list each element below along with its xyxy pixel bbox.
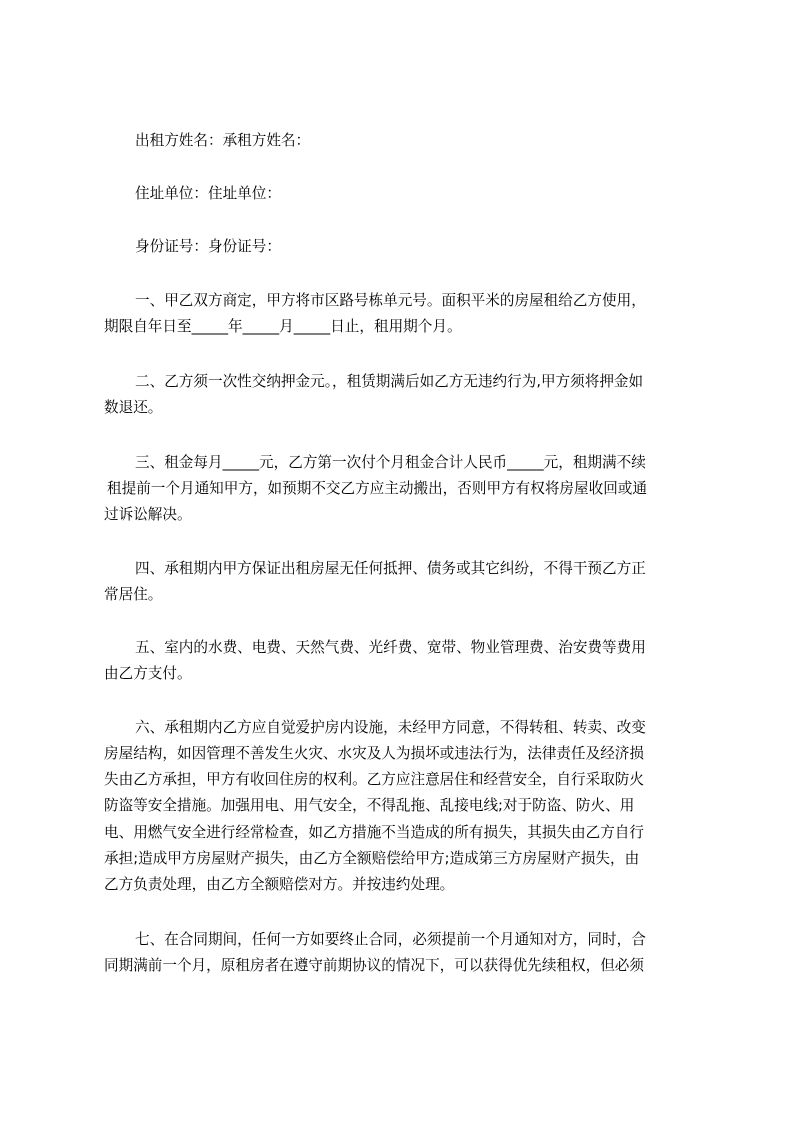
clause-6-line-4: 防盗等安全措施。加强用电、用气安全，不得乱拖、乱接电线;对于防盗、防火、用	[104, 797, 635, 814]
clause-1-line-2: 期限自年日至_____年_____月_____日止，租用期个月。	[104, 318, 462, 335]
clause-1-line-1: 一、甲乙双方商定，甲方将市区路号栋单元号。面积平米的房屋租给乙方使用，	[135, 292, 646, 309]
clause-3-line-3: 过诉讼解决。	[104, 506, 192, 523]
lessor-lessee-name-line: 出租方姓名：承租方姓名：	[135, 132, 311, 149]
clause-5-line-2: 由乙方支付。	[104, 665, 192, 682]
clause-6-line-3: 失由乙方承担，甲方有收回住房的权利。乙方应注意居住和经营安全，自行采取防火	[104, 771, 644, 788]
clause-5-line-1: 五、室内的水费、电费、天然气费、光纤费、宽带、物业管理费、治安费等费用	[135, 639, 646, 656]
clause-6-line-5: 电、用燃气安全进行经常检查，如乙方措施不当造成的所有损失，其损失由乙方自行	[104, 824, 644, 841]
id-number-line: 身份证号：身份证号：	[135, 238, 281, 255]
clause-3-line-2: 租提前一个月通知甲方，如预期不交乙方应主动搬出，否则甲方有权将房屋收回或通	[107, 480, 647, 497]
clause-3-line-1: 三、租金每月_____元，乙方第一次付个月租金合计人民币_____元，租期满不续	[135, 454, 646, 471]
clause-4-line-1: 四、承租期内甲方保证出租房屋无任何抵押、债务或其它纠纷，不得干预乙方正	[135, 560, 646, 577]
clause-2-line-2: 数退还。	[104, 399, 163, 416]
clause-6-line-7: 乙方负责处理，由乙方全额赔偿对方。并按违约处理。	[104, 876, 455, 893]
clause-7-line-2: 同期满前一个月，原租房者在遵守前期协议的情况下，可以获得优先续租权，但必须	[104, 957, 644, 974]
address-unit-line: 住址单位：住址单位：	[135, 185, 281, 202]
clause-6-line-6: 承担;造成甲方房屋财产损失，由乙方全额赔偿给甲方;造成第三方房屋财产损失，由	[104, 850, 640, 867]
clause-6-line-2: 房屋结构，如因管理不善发生火灾、水灾及人为损坏或违法行为，法律责任及经济损	[104, 745, 644, 762]
clause-6-line-1: 六、承租期内乙方应自觉爱护房内设施，未经甲方同意，不得转租、转卖、改变	[135, 719, 646, 736]
clause-7-line-1: 七、在合同期间，任何一方如要终止合同，必须提前一个月通知对方，同时，合	[135, 931, 646, 948]
clause-4-line-2: 常居住。	[104, 586, 163, 603]
clause-2-line-1: 二、乙方须一次性交纳押金元。，租赁期满后如乙方无违约行为,甲方须将押金如	[135, 373, 644, 390]
